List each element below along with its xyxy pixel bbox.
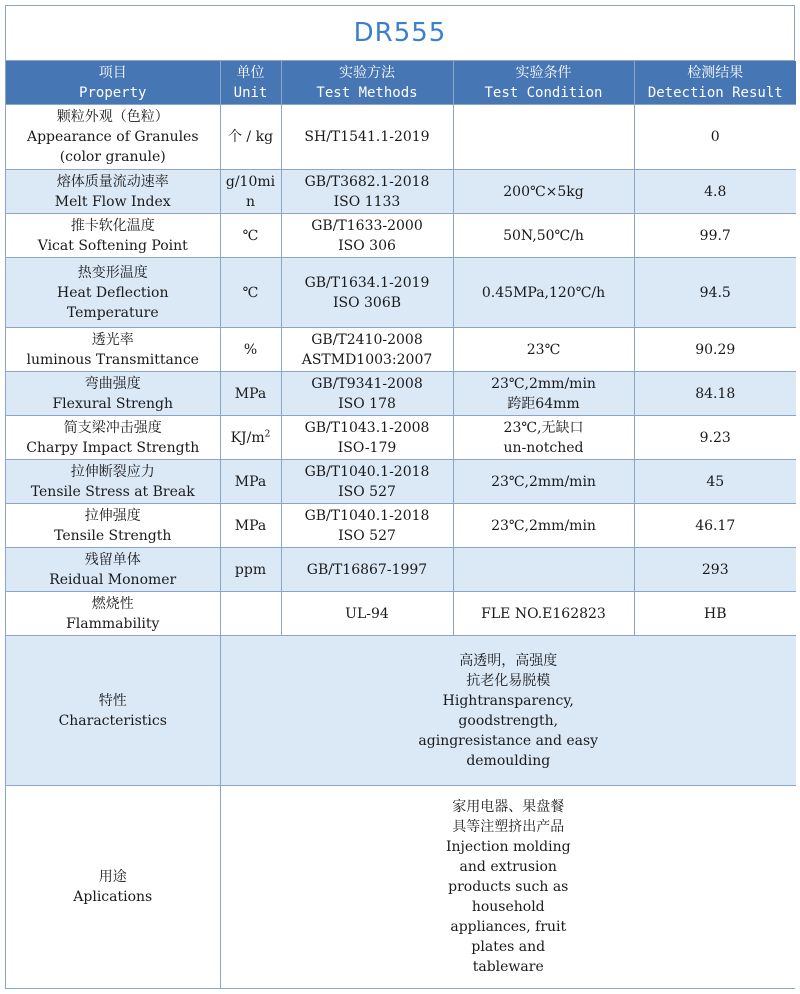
method-cell: GB/T16867-1997	[281, 548, 453, 592]
condition-cell: 23℃,无缺口 un-notched	[453, 416, 634, 460]
unit-cell: ℃	[220, 258, 281, 328]
method-cell: GB/T1040.1-2018 ISO 527	[281, 504, 453, 548]
result-cell: HB	[634, 592, 796, 636]
condition-cell	[453, 105, 634, 170]
spec-table	[6, 61, 796, 988]
table-row	[6, 504, 796, 548]
condition-cell: 0.45MPa,120℃/h	[453, 258, 634, 328]
method-cell: GB/T1043.1-2008 ISO-179	[281, 416, 453, 460]
unit-cell: ppm	[220, 548, 281, 592]
table-row	[6, 460, 796, 504]
condition-cell: FLE NO.E162823	[453, 592, 634, 636]
method-cell: GB/T1633-2000 ISO 306	[281, 214, 453, 258]
condition-cell: 23℃,2mm/min	[453, 504, 634, 548]
header-property: 项目 Property	[6, 61, 220, 105]
header-method: 实验方法 Test Methods	[281, 61, 453, 105]
table-row	[6, 105, 796, 170]
table-row	[6, 328, 796, 372]
unit-text: KJ/m	[230, 429, 265, 446]
property-cell: 拉伸断裂应力 Tensile Stress at Break	[6, 460, 220, 504]
property-cell: 残留单体 Reidual Monomer	[6, 548, 220, 592]
characteristics-row	[6, 636, 796, 786]
table-row	[6, 416, 796, 460]
spec-sheet	[5, 5, 795, 989]
condition-cell: 23℃,2mm/min	[453, 460, 634, 504]
result-cell: 4.8	[634, 170, 796, 214]
header-result: 检测结果 Detection Result	[634, 61, 796, 105]
property-cell: 简支梁冲击强度 Charpy Impact Strength	[6, 416, 220, 460]
property-cell: 颗粒外观（色粒） Appearance of Granules (color granule)	[6, 105, 220, 170]
header-unit: 单位 Unit	[220, 61, 281, 105]
method-cell: UL-94	[281, 592, 453, 636]
result-cell: 45	[634, 460, 796, 504]
table-row	[6, 592, 796, 636]
header-condition: 实验条件 Test Condition	[453, 61, 634, 105]
property-cell: 热变形温度 Heat Deflection Temperature	[6, 258, 220, 328]
property-cell: 拉伸强度 Tensile Strength	[6, 504, 220, 548]
unit-cell: MPa	[220, 372, 281, 416]
applications-value: 家用电器、果盘餐 具等注塑挤出产品 Injection molding and extrusion products such as household appliances, fruit plates and tableware	[220, 786, 796, 988]
result-cell: 94.5	[634, 258, 796, 328]
header-row	[6, 61, 796, 105]
characteristics-label: 特性 Characteristics	[6, 636, 220, 786]
method-cell: GB/T9341-2008 ISO 178	[281, 372, 453, 416]
condition-cell: 50N,50℃/h	[453, 214, 634, 258]
property-cell: 推卡软化温度 Vicat Softening Point	[6, 214, 220, 258]
result-cell: 99.7	[634, 214, 796, 258]
result-cell: 9.23	[634, 416, 796, 460]
unit-superscript: 2	[264, 428, 271, 439]
result-cell: 46.17	[634, 504, 796, 548]
product-title: DR555	[6, 6, 794, 61]
result-cell: 0	[634, 105, 796, 170]
property-cell: 燃烧性 Flammability	[6, 592, 220, 636]
method-cell: GB/T1634.1-2019 ISO 306B	[281, 258, 453, 328]
unit-cell: ℃	[220, 214, 281, 258]
table-row	[6, 258, 796, 328]
table-row	[6, 170, 796, 214]
table-row	[6, 548, 796, 592]
unit-cell	[220, 416, 281, 460]
applications-row	[6, 786, 796, 988]
condition-cell: 23℃	[453, 328, 634, 372]
result-cell: 293	[634, 548, 796, 592]
method-cell: GB/T1040.1-2018 ISO 527	[281, 460, 453, 504]
table-row	[6, 372, 796, 416]
unit-cell: 个 / kg	[220, 105, 281, 170]
condition-cell: 200℃×5kg	[453, 170, 634, 214]
condition-cell	[453, 548, 634, 592]
property-cell: 熔体质量流动速率 Melt Flow Index	[6, 170, 220, 214]
result-cell: 84.18	[634, 372, 796, 416]
method-cell: SH/T1541.1-2019	[281, 105, 453, 170]
property-cell: 弯曲强度 Flexural Strengh	[6, 372, 220, 416]
result-cell: 90.29	[634, 328, 796, 372]
unit-cell: %	[220, 328, 281, 372]
unit-cell: MPa	[220, 504, 281, 548]
unit-cell: MPa	[220, 460, 281, 504]
table-row	[6, 214, 796, 258]
method-cell: GB/T3682.1-2018 ISO 1133	[281, 170, 453, 214]
unit-cell: g/10min	[220, 170, 281, 214]
applications-label: 用途 Aplications	[6, 786, 220, 988]
unit-cell	[220, 592, 281, 636]
method-cell: GB/T2410-2008 ASTMD1003:2007	[281, 328, 453, 372]
characteristics-value: 高透明，高强度 抗老化易脱模 Hightransparency, goodstrength, agingresistance and easy demoulding	[220, 636, 796, 786]
property-cell: 透光率 luminous Transmittance	[6, 328, 220, 372]
condition-cell: 23℃,2mm/min 跨距64mm	[453, 372, 634, 416]
